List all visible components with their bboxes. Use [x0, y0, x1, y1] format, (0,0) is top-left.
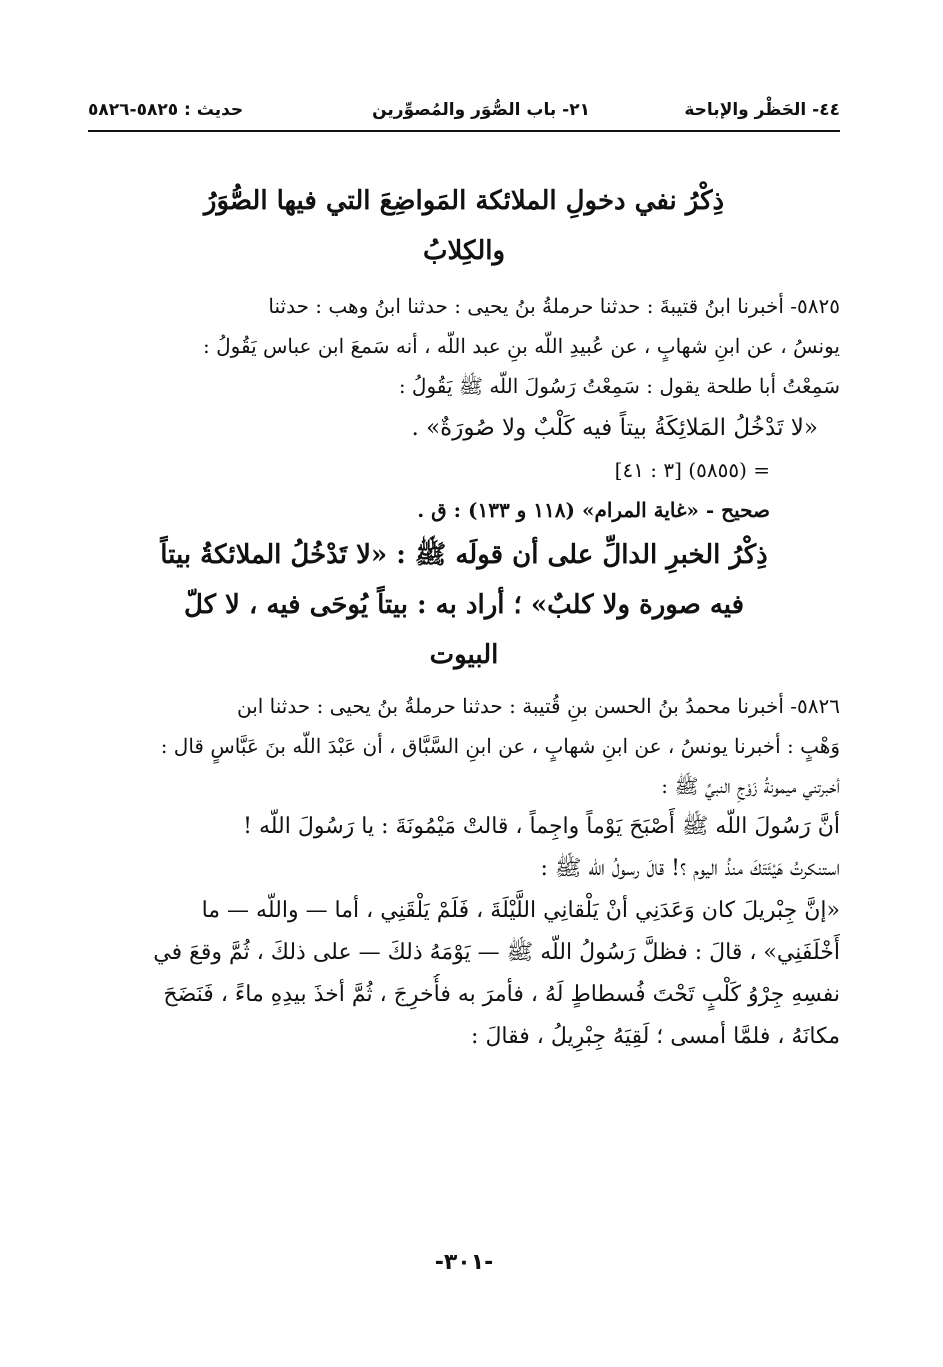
text-line: مكانَهُ ، فلمَّا أمسى ؛ لَقِيَهُ جِبْرِيلُ ، فقالَ : [471, 1024, 840, 1049]
text-line: ٥٨٢٦- أخبرنا محمدُ بنُ الحسن بنِ قُتيبة : حدثنا حرملةُ بنُ يحيى : حدثنا ابن [236, 694, 840, 718]
section-heading-2 [88, 530, 840, 680]
book-title: ٤٤- الحَظْر والإباحة [684, 100, 840, 120]
text-line: سَمِعْتُ أبا طلحة يقول : سَمِعْتُ رَسُولَ اللّه ﷺ يَقُولُ : [398, 374, 840, 398]
heading-line: ذِكْرُ الخبرِ الدالِّ على أن قولَه ﷺ : «لا تَدْخُلُ الملائكةُ بيتاً [160, 540, 768, 570]
text-line: يونسُ ، عن ابنِ شهابٍ ، عن عُبيدِ اللّه بنِ عبد اللّه ، أنه سَمعَ ابن عباس يَقُولُ : [203, 334, 840, 358]
hadith-5826-matn [88, 806, 840, 1058]
hadith-range: حديث : ٥٨٢٥-٥٨٢٦ [88, 100, 244, 120]
hadith-5825-quote: «لا تَدْخُلُ المَلائِكَةُ بيتاً فيه كَلْبٌ ولا صُورَةٌ» . [411, 415, 818, 441]
text-line: «إنَّ جِبْريلَ كان وَعَدَنِي أنْ يَلْقانِي اللَّيْلَةَ ، فَلَمْ يَلْقَنِي ، أما — واللّه — ما [201, 898, 840, 923]
hadith-5825-grade: صحيح - «غاية المرام» (١١٨ و ١٣٣) : ق . [417, 498, 770, 522]
book-page [88, 92, 840, 1312]
hadith-5825-reference: = (٥٨٥٥) [٣ : ٤١] [614, 458, 770, 482]
heading-line: البيوت [429, 640, 499, 670]
text-line: نفسِهِ جِرْوُ كَلْبٍ تَحْتَ فُسطاطٍ لَهُ ، فأمرَ به فأُخرِجَ ، ثُمَّ أخذَ بيدِهِ ماءً ، فَنَضَحَ [163, 982, 840, 1007]
text-line: أنَّ رَسُولَ اللّه ﷺ أَصْبَحَ يَوْماً واجِماً ، قالتْ مَيْمُونَةَ : يا رَسُولَ اللّه ! [243, 814, 840, 839]
hadith-5826-isnad [88, 686, 840, 806]
text-line: أَخْلَفَنِي» ، قالَ : فظلَّ رَسُولُ اللّه ﷺ — يَوْمَهُ ذلكَ — على ذلكَ ، ثُمَّ وقعَ في [153, 940, 840, 965]
text-line: أخبرتني ميمونةُ زَوْجِ النبيِّ ﷺ : [661, 774, 840, 798]
heading-line: فيه صورة ولا كلبٌ» ؛ أراد به : بيتاً يُوحَى فيه ، لا كلّ [183, 590, 745, 620]
text-line: وَهْبٍ : أخبرنا يونسُ ، عن ابنِ شهابٍ ، عن ابنِ السَّبَّاق ، أن عَبْدَ اللّه بنَ عَبَّاسٍ قال : [160, 734, 840, 758]
heading-line: ذِكْرُ نفي دخولِ الملائكة المَواضِعَ التي فيها الصُّوَرُ [203, 186, 725, 216]
text-line: ٥٨٢٥- أخبرنا ابنُ قتيبةَ : حدثنا حرملةُ بنُ يحيى : حدثنا ابنُ وهب : حدثنا [268, 294, 840, 318]
heading-line: والكِلابُ [422, 236, 506, 266]
hadith-5825-isnad [88, 286, 840, 406]
running-head [88, 92, 840, 132]
page-number: -٣٠١- [434, 1250, 494, 1275]
section-heading-1 [88, 176, 840, 276]
chapter-title: ٢١- باب الصُّوَر والمُصوِّرين [372, 100, 590, 120]
text-line: استنكرتُ هَيْئَتَكَ منذُ اليوم ؟! قالَ رسولُ اللّه ﷺ : [540, 856, 840, 881]
